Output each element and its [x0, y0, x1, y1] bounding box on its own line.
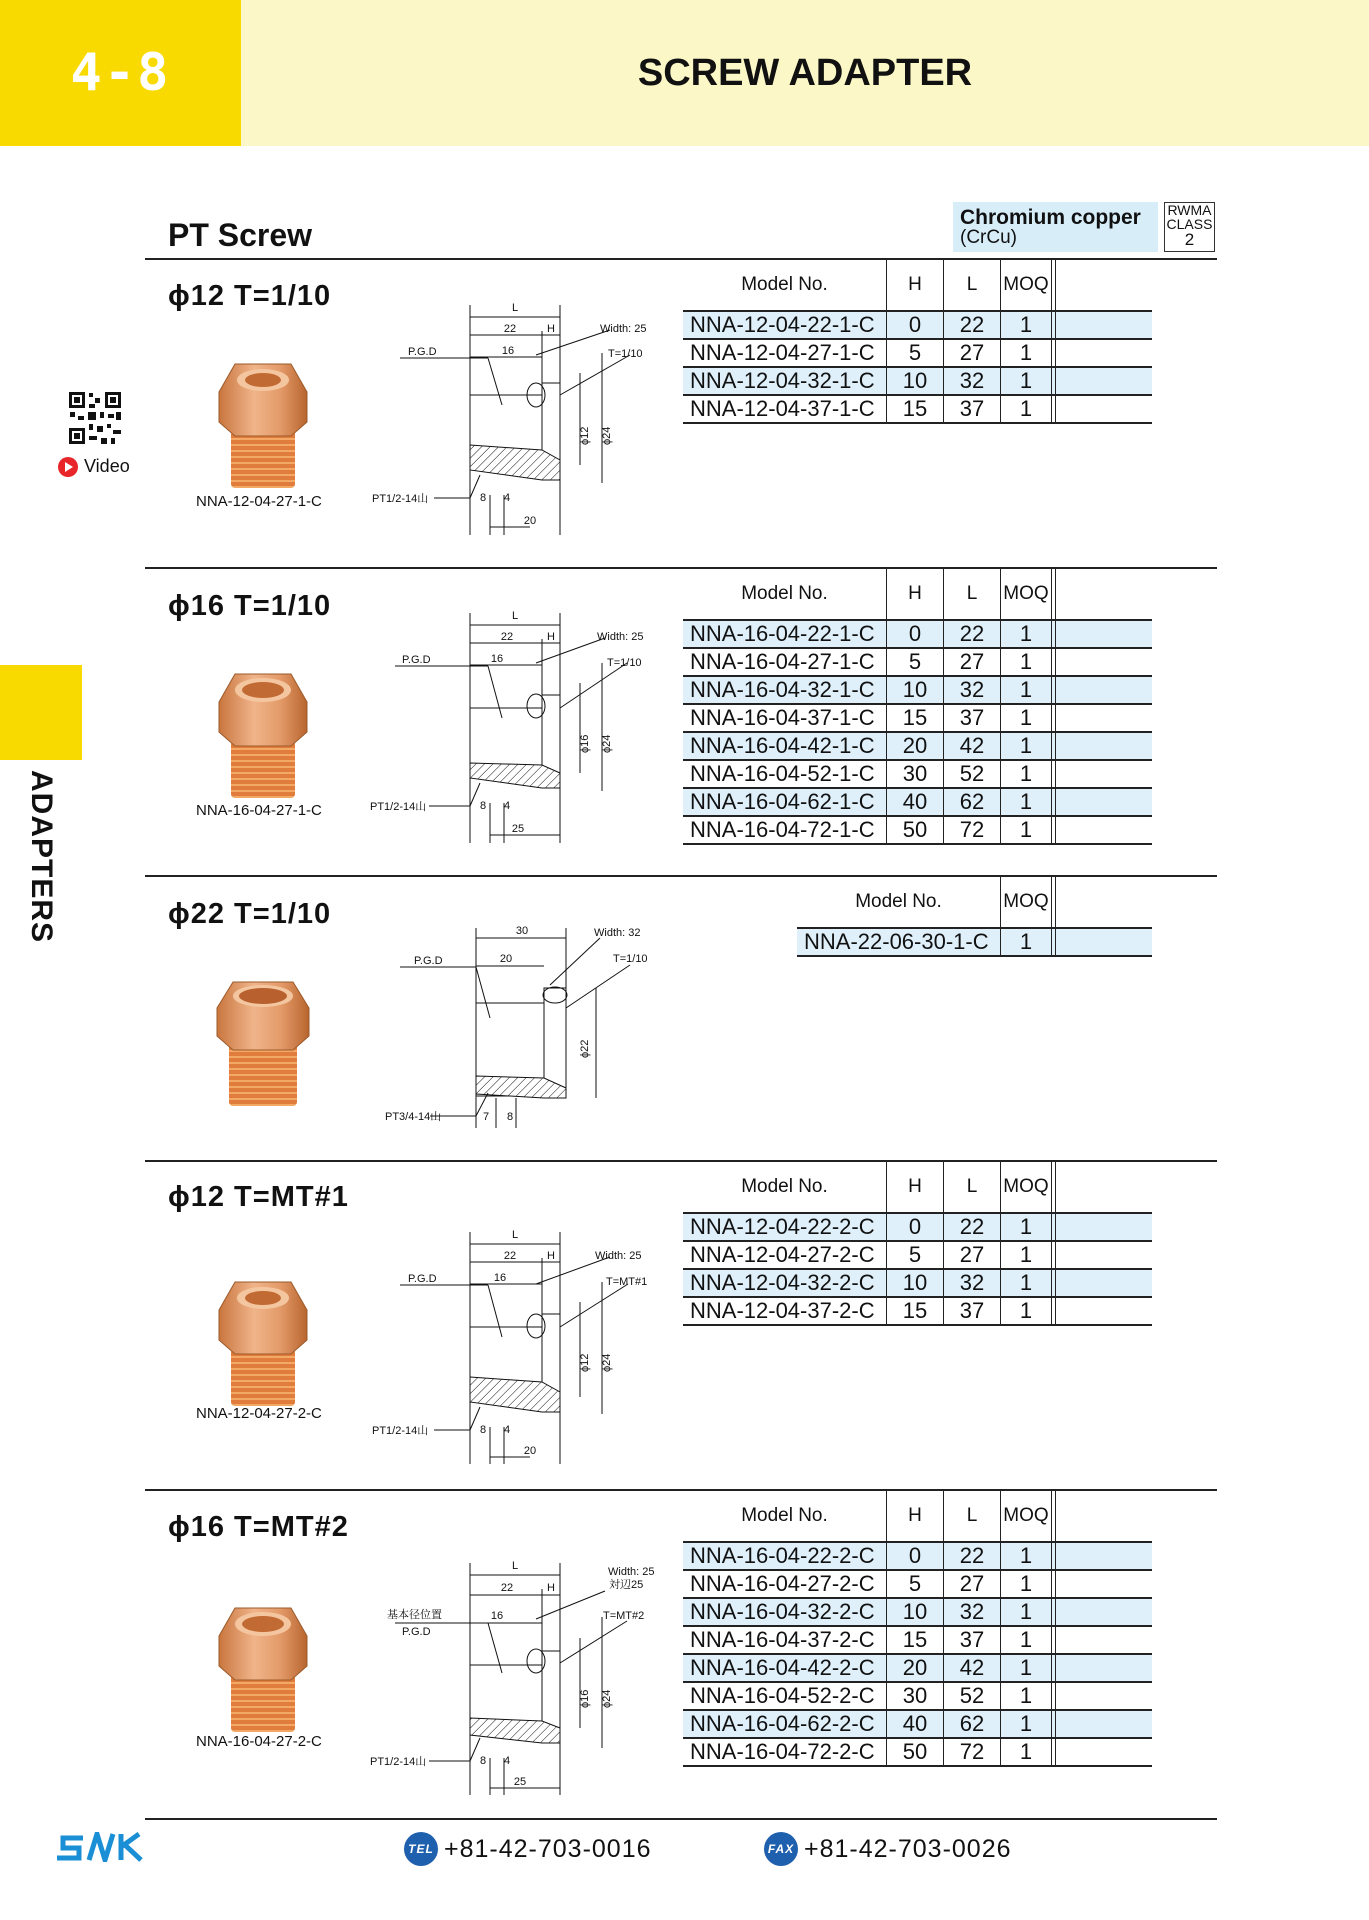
product-photo — [205, 670, 321, 800]
dim-b1: 8 — [479, 1755, 487, 1767]
dim-total: 22 — [500, 631, 514, 643]
dim-b3: 20 — [523, 515, 537, 527]
col-h: H — [887, 569, 944, 620]
dim-phi-inner: ϕ12 — [579, 426, 591, 445]
phone-icon: TEL — [404, 1832, 438, 1866]
table-row: NNA-16-04-27-1-C 5 27 1 — [683, 648, 1152, 676]
dim-phi-outer: ϕ24 — [601, 426, 613, 445]
dim-taper: T=MT#1 — [606, 1276, 648, 1288]
col-moq: MOQ — [1001, 260, 1052, 311]
dim-taper: T=MT#2 — [603, 1610, 645, 1622]
table-row: NNA-16-04-22-2-C 0 22 1 — [683, 1542, 1152, 1570]
dim-width: Width: 32 — [594, 927, 641, 939]
play-icon — [58, 457, 78, 477]
product-title: ϕ22 T=1/10 — [168, 898, 332, 930]
technical-drawing — [370, 1222, 670, 1467]
dim-l: L — [511, 1229, 519, 1241]
technical-drawing — [370, 295, 670, 537]
qr-code-icon[interactable] — [67, 390, 123, 446]
dim-inner: 16 — [490, 1610, 504, 1622]
technical-drawing — [365, 603, 665, 845]
col-h: H — [887, 260, 944, 311]
table-row: NNA-12-04-32-1-C 10 32 1 — [683, 367, 1152, 395]
phone-number: +81-42-703-0016 — [444, 1834, 652, 1863]
table-row: NNA-16-04-72-2-C 50 72 1 — [683, 1738, 1152, 1766]
dim-pgd: P.G.D — [408, 346, 437, 358]
dim-inner: 16 — [501, 345, 515, 357]
dim-b2: 4 — [503, 492, 511, 504]
table-row: NNA-16-04-72-1-C 50 72 1 — [683, 816, 1152, 844]
page-title: SCREW ADAPTER — [637, 51, 973, 94]
spec-table — [683, 569, 1152, 845]
dim-total: 30 — [515, 925, 529, 937]
dim-b2: 4 — [503, 1755, 511, 1767]
dim-b1: 8 — [479, 1424, 487, 1436]
technical-drawing — [365, 1553, 665, 1798]
dim-l: L — [511, 610, 519, 622]
photo-caption: NNA-12-04-27-1-C — [196, 493, 322, 510]
footer-divider — [145, 1818, 1217, 1820]
table-row: NNA-12-04-32-2-C 10 32 1 — [683, 1269, 1152, 1297]
rwma-class-value: 2 — [1184, 230, 1195, 249]
col-l: L — [944, 1162, 1001, 1213]
dim-h: H — [547, 1582, 555, 1594]
dim-phi-inner: ϕ22 — [579, 1039, 591, 1058]
dim-pgd: P.G.D — [408, 1273, 437, 1285]
photo-caption: NNA-16-04-27-1-C — [196, 802, 322, 819]
dim-b3: 25 — [513, 1776, 527, 1788]
table-row: NNA-16-04-42-2-C 20 42 1 — [683, 1654, 1152, 1682]
dim-width-jp: 対辺25 — [609, 1579, 644, 1591]
side-tab — [22, 770, 58, 950]
table-row: NNA-22-06-30-1-C 1 — [797, 928, 1152, 956]
table-row: NNA-16-04-62-2-C 40 62 1 — [683, 1710, 1152, 1738]
col-model: Model No. — [683, 1162, 887, 1213]
dim-inner: 20 — [499, 953, 513, 965]
dim-phi-inner: ϕ12 — [579, 1353, 591, 1372]
dim-width: Width: 25 — [597, 631, 644, 643]
col-model: Model No. — [683, 260, 887, 311]
dim-width: Width: 25 — [608, 1566, 655, 1578]
table-row: NNA-16-04-32-1-C 10 32 1 — [683, 676, 1152, 704]
fax-icon: FAX — [764, 1832, 798, 1866]
dim-thread: PT1/2-14山 — [370, 801, 427, 813]
dim-taper: T=1/10 — [607, 657, 642, 669]
dim-taper: T=1/10 — [608, 348, 643, 360]
spec-table — [797, 877, 1152, 957]
side-tab-label: ADAPTERS — [25, 770, 58, 944]
table-row: NNA-16-04-42-1-C 20 42 1 — [683, 732, 1152, 760]
spec-table — [683, 1491, 1152, 1767]
material-code: (CrCu) — [960, 227, 1017, 248]
section-heading: PT Screw — [168, 217, 313, 253]
footer-phone — [404, 1832, 652, 1866]
product-photo — [205, 978, 321, 1108]
side-tab-marker — [0, 665, 82, 760]
footer-fax — [764, 1832, 1012, 1866]
dim-h: H — [547, 323, 555, 335]
material-box — [953, 202, 1158, 252]
rwma-label: RWMA CLASS — [1166, 202, 1213, 232]
table-row: NNA-16-04-62-1-C 40 62 1 — [683, 788, 1152, 816]
table-row: NNA-16-04-37-2-C 15 37 1 — [683, 1626, 1152, 1654]
table-row: NNA-12-04-37-1-C 15 37 1 — [683, 395, 1152, 423]
company-logo — [55, 1832, 160, 1862]
product-title: ϕ12 T=1/10 — [168, 280, 332, 312]
col-l: L — [944, 260, 1001, 311]
col-moq: MOQ — [1001, 1162, 1052, 1213]
table-row: NNA-16-04-22-1-C 0 22 1 — [683, 620, 1152, 648]
col-moq: MOQ — [1001, 1491, 1052, 1542]
table-row: NNA-16-04-32-2-C 10 32 1 — [683, 1598, 1152, 1626]
col-model: Model No. — [797, 877, 1001, 928]
table-row: NNA-16-04-37-1-C 15 37 1 — [683, 704, 1152, 732]
video-link[interactable] — [58, 456, 130, 477]
col-h: H — [887, 1491, 944, 1542]
table-row: NNA-16-04-52-2-C 30 52 1 — [683, 1682, 1152, 1710]
dim-b1: 8 — [479, 800, 487, 812]
dim-b3: 20 — [523, 1445, 537, 1457]
col-moq: MOQ — [1001, 877, 1052, 928]
table-row: NNA-12-04-22-1-C 0 22 1 — [683, 311, 1152, 339]
dim-phi-inner: ϕ16 — [579, 1689, 591, 1708]
dim-width: Width: 25 — [595, 1250, 642, 1262]
dim-total: 22 — [503, 1250, 517, 1262]
product-photo — [205, 360, 321, 490]
dim-b1: 7 — [482, 1111, 490, 1123]
dim-total: 22 — [503, 323, 517, 335]
technical-drawing — [380, 918, 680, 1133]
col-l: L — [944, 569, 1001, 620]
dim-phi-outer: ϕ24 — [601, 1689, 613, 1708]
dim-phi-outer: ϕ24 — [601, 1353, 613, 1372]
dim-inner: 16 — [493, 1272, 507, 1284]
chapter-number: 4-8 — [0, 0, 241, 146]
dim-pgd: P.G.D — [414, 955, 443, 967]
dim-pgd-jp: 基本径位置 — [387, 1609, 442, 1621]
table-row: NNA-12-04-27-2-C 5 27 1 — [683, 1241, 1152, 1269]
dim-thread: PT1/2-14山 — [370, 1756, 427, 1768]
dim-taper: T=1/10 — [613, 953, 648, 965]
product-title: ϕ16 T=1/10 — [168, 590, 332, 622]
col-moq: MOQ — [1001, 569, 1052, 620]
product-title: ϕ16 T=MT#2 — [168, 1511, 349, 1543]
spec-table — [683, 1162, 1152, 1326]
material-name: Chromium copper — [960, 206, 1141, 229]
table-row: NNA-12-04-27-1-C 5 27 1 — [683, 339, 1152, 367]
fax-number: +81-42-703-0026 — [804, 1834, 1012, 1863]
dim-b2: 8 — [506, 1111, 514, 1123]
dim-total: 22 — [500, 1582, 514, 1594]
table-row: NNA-12-04-22-2-C 0 22 1 — [683, 1213, 1152, 1241]
dim-b2: 4 — [503, 800, 511, 812]
spec-table — [683, 260, 1152, 424]
dim-pgd: P.G.D — [402, 654, 431, 666]
dim-phi-inner: ϕ16 — [579, 734, 591, 753]
col-h: H — [887, 1162, 944, 1213]
product-photo — [205, 1278, 321, 1408]
dim-h: H — [547, 631, 555, 643]
table-row: NNA-12-04-37-2-C 15 37 1 — [683, 1297, 1152, 1325]
dim-l: L — [511, 1560, 519, 1572]
dim-l: L — [511, 302, 519, 314]
photo-caption: NNA-12-04-27-2-C — [196, 1405, 322, 1422]
dim-b1: 8 — [479, 492, 487, 504]
dim-width: Width: 25 — [600, 323, 647, 335]
product-photo — [205, 1604, 321, 1734]
dim-b3: 25 — [511, 823, 525, 835]
video-label: Video — [84, 456, 130, 476]
col-model: Model No. — [683, 1491, 887, 1542]
dim-thread: PT3/4-14山 — [385, 1111, 442, 1123]
dim-h: H — [547, 1250, 555, 1262]
photo-caption: NNA-16-04-27-2-C — [196, 1733, 322, 1750]
dim-thread: PT1/2-14山 — [372, 1425, 429, 1437]
col-l: L — [944, 1491, 1001, 1542]
table-row: NNA-16-04-27-2-C 5 27 1 — [683, 1570, 1152, 1598]
rwma-class-box — [1164, 202, 1215, 252]
col-model: Model No. — [683, 569, 887, 620]
dim-inner: 16 — [490, 653, 504, 665]
dim-phi-outer: ϕ24 — [601, 734, 613, 753]
dim-thread: PT1/2-14山 — [372, 493, 429, 505]
dim-b2: 4 — [503, 1424, 511, 1436]
table-row: NNA-16-04-52-1-C 30 52 1 — [683, 760, 1152, 788]
dim-pgd: P.G.D — [402, 1626, 431, 1638]
product-title: ϕ12 T=MT#1 — [168, 1181, 349, 1213]
